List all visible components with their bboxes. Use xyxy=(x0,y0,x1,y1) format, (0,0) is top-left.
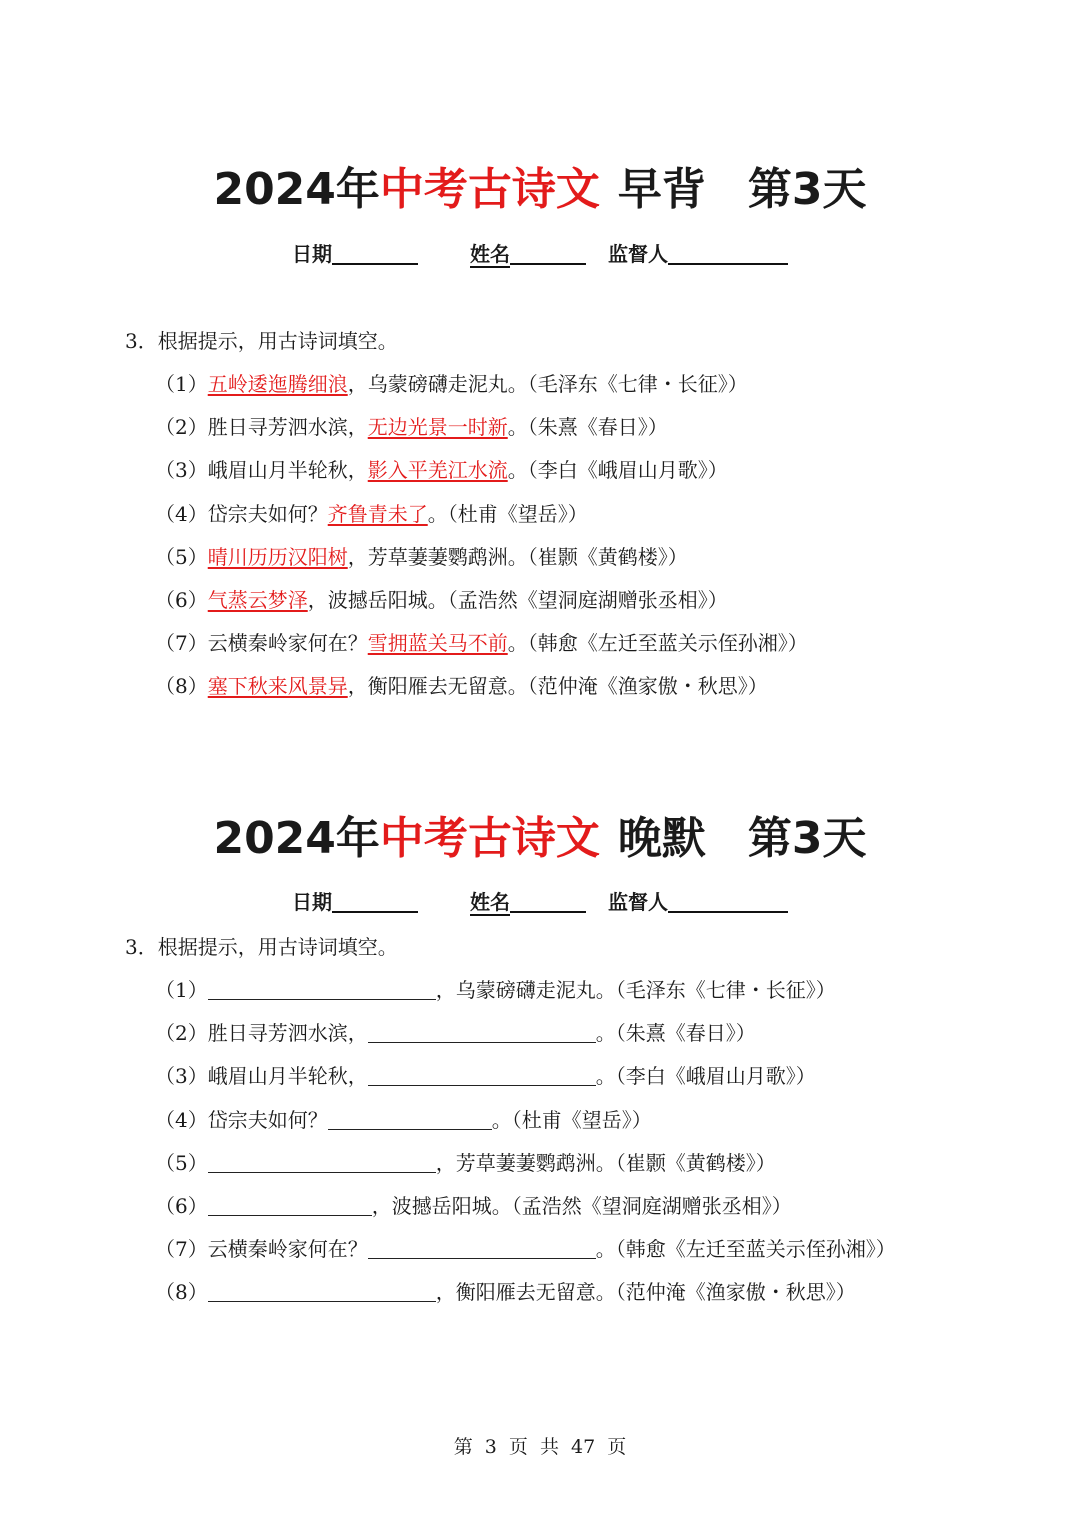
morning-supervisor-field[interactable] xyxy=(668,239,788,265)
item-suffix: 。（韩愈《左迁至蓝关示侄孙湘》） xyxy=(595,1237,896,1261)
item-prefix: 岱宗夫如何？ xyxy=(207,1108,328,1132)
item-prefix: 胜日寻芳泗水滨， xyxy=(207,415,368,439)
item-suffix: 。（朱熹《春日》） xyxy=(507,415,668,439)
morning-item xyxy=(155,671,768,701)
item-number: （3） xyxy=(155,458,208,482)
item-suffix: ，波撼岳阳城。（孟浩然《望洞庭湖赠张丞相》） xyxy=(371,1194,792,1218)
item-number: （1） xyxy=(155,372,208,396)
item-number: （4） xyxy=(155,1108,208,1132)
answer-blank[interactable] xyxy=(208,1193,372,1216)
evening-item xyxy=(155,1277,856,1307)
answer-blank[interactable] xyxy=(208,1150,436,1173)
morning-item xyxy=(155,628,808,658)
evening-item xyxy=(155,1061,816,1091)
item-prefix: 峨眉山月半轮秋， xyxy=(207,458,368,482)
answer-blank[interactable] xyxy=(208,977,436,1000)
morning-title-red: 中考古诗文 xyxy=(379,164,600,215)
evening-title xyxy=(0,809,1080,869)
morning-supervisor-label: 监督人 xyxy=(608,242,668,266)
item-prefix: 岱宗夫如何？ xyxy=(207,502,328,526)
evening-sign-row xyxy=(0,887,1080,917)
answer-blank[interactable] xyxy=(208,1279,436,1302)
morning-question-head: 3．根据提示，用古诗词填空。 xyxy=(125,329,398,353)
morning-title-type: 早背 xyxy=(617,164,706,215)
item-suffix: ，衡阳雁去无留意。（范仲淹《渔家傲・秋思》） xyxy=(435,1280,856,1304)
item-suffix: 。（杜甫《望岳》） xyxy=(427,502,588,526)
morning-item xyxy=(155,412,668,442)
item-number: （3） xyxy=(155,1064,208,1088)
item-answer: 齐鲁青未了 xyxy=(327,502,428,526)
item-suffix: ，乌蒙磅礴走泥丸。（毛泽东《七律・长征》） xyxy=(347,372,748,396)
item-suffix: ，芳草萋萋鹦鹉洲。（崔颢《黄鹤楼》） xyxy=(347,545,688,569)
item-number: （8） xyxy=(155,674,208,698)
item-number: （6） xyxy=(155,588,208,612)
item-prefix: 峨眉山月半轮秋， xyxy=(207,1064,368,1088)
item-prefix: 云横秦岭家何在？ xyxy=(207,1237,368,1261)
item-number: （7） xyxy=(155,1237,208,1261)
item-number: （6） xyxy=(155,1194,208,1218)
item-suffix: ，乌蒙磅礴走泥丸。（毛泽东《七律・长征》） xyxy=(435,978,836,1002)
morning-title-day: 第3天 xyxy=(747,164,867,215)
item-suffix: 。（李白《峨眉山月歌》） xyxy=(595,1064,816,1088)
evening-item xyxy=(155,1234,896,1264)
item-suffix: 。（朱熹《春日》） xyxy=(595,1021,756,1045)
evening-title-year: 2024年 xyxy=(213,813,380,864)
morning-title-year: 2024年 xyxy=(213,164,380,215)
morning-item xyxy=(155,369,748,399)
evening-date-field[interactable] xyxy=(332,887,418,913)
item-suffix: 。（李白《峨眉山月歌》） xyxy=(507,458,728,482)
page-footer: 第 3 页 共 47 页 xyxy=(453,1436,627,1458)
evening-name-label: 姓名 xyxy=(470,890,510,914)
answer-blank[interactable] xyxy=(368,1236,596,1259)
item-answer: 五岭逶迤腾细浪 xyxy=(207,372,348,396)
item-suffix: 。（杜甫《望岳》） xyxy=(491,1108,652,1132)
item-number: （2） xyxy=(155,1021,208,1045)
morning-name-label: 姓名 xyxy=(470,242,510,266)
evening-supervisor-label: 监督人 xyxy=(608,890,668,914)
evening-name-field[interactable] xyxy=(510,887,586,913)
evening-title-day: 第3天 xyxy=(747,813,867,864)
evening-item xyxy=(155,1191,792,1221)
item-suffix: ，波撼岳阳城。（孟浩然《望洞庭湖赠张丞相》） xyxy=(307,588,728,612)
item-suffix: ，衡阳雁去无留意。（范仲淹《渔家傲・秋思》） xyxy=(347,674,768,698)
item-suffix: 。（韩愈《左迁至蓝关示侄孙湘》） xyxy=(507,631,808,655)
morning-item xyxy=(155,542,688,572)
item-number: （5） xyxy=(155,1151,208,1175)
item-answer: 气蒸云梦泽 xyxy=(207,588,308,612)
morning-item xyxy=(155,499,588,529)
item-answer: 晴川历历汉阳树 xyxy=(207,545,348,569)
morning-date-field[interactable] xyxy=(332,239,418,265)
evening-supervisor-field[interactable] xyxy=(668,887,788,913)
evening-question-head: 3．根据提示，用古诗词填空。 xyxy=(125,935,398,959)
item-prefix: 胜日寻芳泗水滨， xyxy=(207,1021,368,1045)
evening-item xyxy=(155,1018,756,1048)
item-prefix: 云横秦岭家何在？ xyxy=(207,631,368,655)
item-number: （4） xyxy=(155,502,208,526)
item-number: （7） xyxy=(155,631,208,655)
evening-title-type: 晚默 xyxy=(617,813,706,864)
evening-item xyxy=(155,1105,652,1135)
morning-item xyxy=(155,585,728,615)
item-number: （1） xyxy=(155,978,208,1002)
item-answer: 影入平羌江水流 xyxy=(367,458,508,482)
evening-item xyxy=(155,975,836,1005)
item-answer: 雪拥蓝关马不前 xyxy=(367,631,508,655)
answer-blank[interactable] xyxy=(328,1107,492,1130)
evening-item xyxy=(155,1148,776,1178)
answer-blank[interactable] xyxy=(368,1063,596,1086)
item-suffix: ，芳草萋萋鹦鹉洲。（崔颢《黄鹤楼》） xyxy=(435,1151,776,1175)
morning-sign-row xyxy=(0,239,1080,269)
evening-title-red: 中考古诗文 xyxy=(379,813,600,864)
morning-item xyxy=(155,455,728,485)
morning-date-label: 日期 xyxy=(292,242,332,266)
item-number: （8） xyxy=(155,1280,208,1304)
evening-date-label: 日期 xyxy=(292,890,332,914)
item-number: （5） xyxy=(155,545,208,569)
item-number: （2） xyxy=(155,415,208,439)
answer-blank[interactable] xyxy=(368,1020,596,1043)
item-answer: 塞下秋来风景异 xyxy=(207,674,348,698)
morning-name-field[interactable] xyxy=(510,239,586,265)
morning-title xyxy=(0,160,1080,220)
item-answer: 无边光景一时新 xyxy=(367,415,508,439)
